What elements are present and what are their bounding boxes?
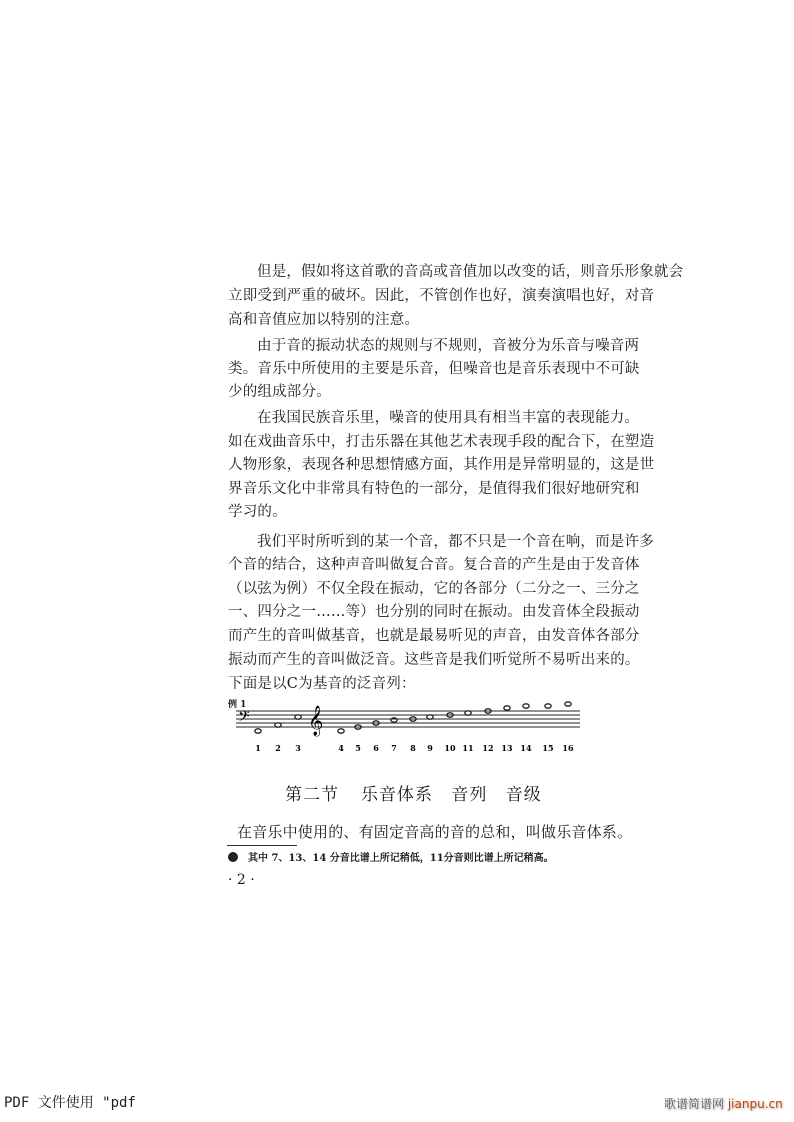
- note: [338, 729, 344, 733]
- harmonic-number: 3: [295, 743, 301, 753]
- text-line: 下面是以C为基音的泛音列：: [228, 676, 416, 692]
- text-line: 振动而产生的音叫做泛音。这些音是我们听觉所不易听出来的。: [228, 652, 640, 668]
- harmonic-number: 2: [275, 743, 281, 753]
- treble-clef-icon: 𝄞: [308, 706, 324, 736]
- footnote-marker-icon: [228, 852, 238, 862]
- watermark-domain: jianpu.cn: [727, 1097, 783, 1111]
- footnote: [228, 849, 554, 864]
- footnote-text: 其中 7、13、14 分音比谱上所记稍低，11分音则比谱上所记稍高。: [248, 853, 554, 864]
- harmonic-number: 11: [462, 743, 474, 753]
- pdf-footer: PDF 文件使用 "pdf: [4, 1095, 136, 1111]
- section-number: 第二节: [285, 785, 339, 805]
- text-line: 我们平时所听到的某一个音，都不只是一个音在响，而是许多: [257, 534, 654, 550]
- text-line: 类。音乐中所使用的主要是乐音，但噪音也是音乐表现中不可缺: [228, 361, 640, 377]
- note: [523, 704, 529, 708]
- harmonic-number: 13: [501, 743, 513, 753]
- harmonic-number: 1: [255, 743, 261, 753]
- text-line: 由于音的振动状态的规则与不规则，音被分为乐音与噪音两: [257, 338, 640, 354]
- text-line: 界音乐文化中非常具有特色的一部分，是值得我们很好地研究和: [228, 481, 640, 497]
- text-line: 人物形象，表现各种思想情感方面，其作用是异常明显的，这是世: [228, 457, 655, 473]
- text-line: 少的组成部分。: [228, 384, 331, 400]
- watermark: [664, 1095, 783, 1112]
- harmonic-number: 14: [520, 743, 532, 753]
- note: [545, 704, 551, 708]
- watermark-name: 歌谱简谱网: [664, 1097, 725, 1111]
- text-line: 但是，假如将这首歌的音高或音值加以改变的话，则音乐形象就会: [257, 264, 684, 280]
- text-line: 在我国民族音乐里，噪音的使用具有相当丰富的表现能力。: [257, 410, 640, 426]
- harmonic-number: 16: [562, 743, 574, 753]
- harmonic-number: 8: [410, 743, 416, 753]
- harmonic-number: 7: [391, 743, 397, 753]
- text-line: 个音的结合，这种声音叫做复合音。复合音的产生是由于发音体: [228, 557, 640, 573]
- footnote-rule: [227, 845, 297, 846]
- note: [391, 718, 397, 722]
- text-line: 一、四分之一……等）也分别的同时在振动。由发音体全段振动: [228, 604, 640, 620]
- harmonic-number: 12: [482, 743, 494, 753]
- harmonic-number: 4: [338, 743, 344, 753]
- text-line: 在音乐中使用的、有固定音高的音的总和，叫做乐音体系。: [237, 823, 633, 841]
- section-title: 乐音体系 音列 音级: [361, 785, 542, 805]
- harmonic-number: 5: [355, 743, 361, 753]
- harmonic-number: 9: [427, 743, 433, 753]
- harmonic-number: 6: [373, 743, 379, 753]
- text-line: 学习的。: [228, 504, 287, 520]
- note: [504, 706, 510, 710]
- section-heading: [285, 780, 542, 805]
- page-number: · 2 ·: [228, 872, 255, 888]
- harmonic-series-staff: [228, 695, 588, 755]
- text-line: 如在戏曲音乐中，打击乐器在其他艺术表现手段的配合下，在塑造: [228, 434, 655, 450]
- example-label: 例 1: [228, 700, 247, 710]
- text-line: 高和音值应加以特别的注意。: [228, 312, 420, 328]
- note: [255, 729, 261, 733]
- harmonic-number: 10: [444, 743, 456, 753]
- text-line: 而产生的音叫做基音，也就是最易听见的声音，由发音体各部分: [228, 628, 640, 644]
- note: [565, 702, 571, 706]
- harmonic-number: 15: [542, 743, 554, 753]
- text-line: 立即受到严重的破坏。因此，不管创作也好，演奏演唱也好，对音: [228, 288, 655, 304]
- text-line: （以弦为例）不仅全段在振动，它的各部分（二分之一、三分之: [228, 581, 640, 597]
- bass-clef-icon: 𝄢: [238, 708, 250, 729]
